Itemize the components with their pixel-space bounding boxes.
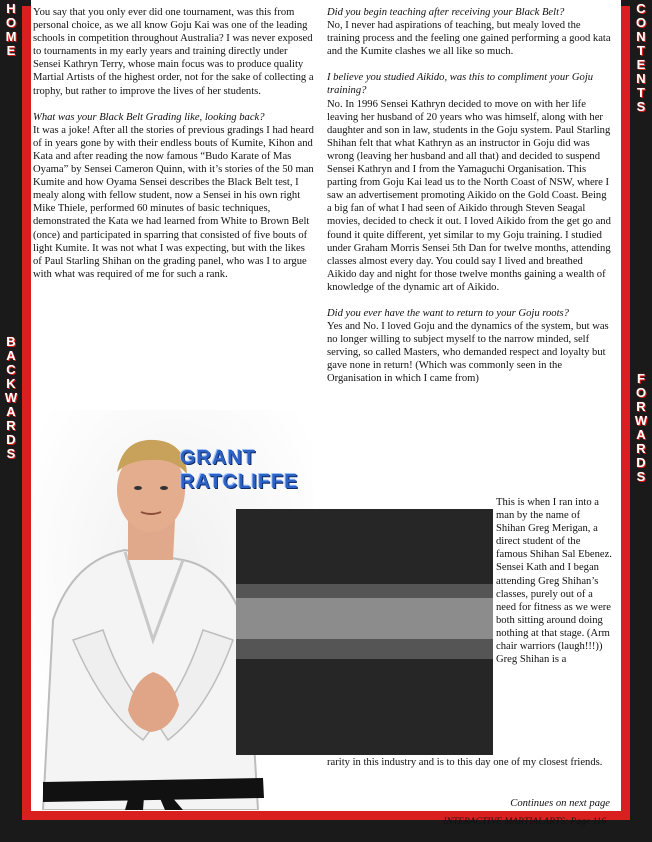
nav-letter: C [636,1,646,16]
nav-letter: R [636,441,646,456]
image-band [236,639,493,659]
nav-letter: S [636,99,646,114]
home-nav-button[interactable] [0,2,22,58]
contents-nav-button[interactable] [630,2,652,114]
nav-letter: O [635,15,647,30]
nav-letter: O [5,15,17,30]
nav-letter: A [636,427,646,442]
wrapped-paragraph: This is when I ran into a man by the name of Shihan Greg Merigan, a direct student of the famous Shihan Sal Ebenez. Sensei Kath and I began attending Greg Shihan’s classes, purely out of a need for fitness as we were both sitting around doing nothing at that stage. (Arm chair warriors (laugh!!!)) Greg Shihan is a [496,497,612,666]
page-footer: INTERACTIVE MARTIALARTS: Page 116 [443,817,606,827]
image-band [236,584,493,598]
image-band [236,598,493,639]
name-last: RATCLIFFE [180,471,299,493]
nav-letter: E [6,43,16,58]
question: What was your Black Belt Grading like, looking back? [33,111,265,123]
nav-letter: T [637,85,645,100]
question: Did you ever have the want to return to your Goju roots? [327,307,569,319]
paragraph: Yes and No. I loved Goju and the dynamics of the system, but was no longer willing to subject myself to the narrow minded, self serving, so called Masters, who demanded respect and loyalty but gave none in return! (Which was commonly seen in the Organisation in which I came from) [327,321,609,385]
backwards-nav-button[interactable] [0,335,22,461]
nav-letter: R [636,399,646,414]
nav-letter: W [634,413,648,428]
nav-letter: M [5,29,17,44]
nav-letter: C [6,362,16,377]
left-red-strip [22,6,31,811]
athlete-name [180,446,299,494]
paragraph: No, I never had aspirations of teaching, but mealy loved the training process and the feeling one gained performing a good kata and the Kumite clashes we all like so much. [327,20,611,58]
continues-note: Continues on next page [510,798,610,809]
nav-letter: D [6,432,16,447]
right-column [327,6,612,399]
nav-letter: O [635,385,647,400]
paragraph-end: rarity in this industry and is to this day one of my closest friends. [327,757,603,768]
question: Did you begin teaching after receiving your Black Belt? [327,7,565,18]
paragraph: It was a joke! After all the stories of previous gradings I had heard of in years gone by with their endless bouts of Kumite, Kihon and Kata and after reading the now famous “Budo Karate of Mas Oyama” by Sensei Cameron Quinn, with it’s stories of the 50 man Kumite and how Oyama Sensei describes the Black Belt test, I mealy along with fellow student, now a Sensei in his own right Mike Thiele, performed 60 minutes of basic techniques, demonstrated the Kata we had learned from White to Brown Belt (once) and participated in sparring that consisted of five bouts of light Kumite. It was not what I was expecting, but with the likes of Paul Starling Shihan on the grading panel, who was I to argue with what was required of me for such a rank. [33,124,314,280]
nav-letter: A [6,404,16,419]
paragraph: You say that you only ever did one tournament, was this from personal choice, as we all know Goju Kai was one of the leading schools in competition throughout Australia? I was never exposed to tournaments in my early years and training directly under Sensei Kathryn Terry, whose main focus was to produce quality Martial Artists of the highest order, not for the sake of collecting a trophy, but rather to improve the lives of her students. [33,7,314,97]
question: I believe you studied Aikido, was this to compliment your Goju training? [327,72,594,97]
nav-letter: R [6,418,16,433]
nav-letter: N [636,71,646,86]
paragraph: No. In 1996 Sensei Kathryn decided to move on with her life leaving her husband of 20 years who was himself, along with her daughter and son in law, students in the Goju system. Paul Starling Shihan felt that what Kathryn as an instructor in Goju did was wrong (leaving her husband and all that) and decided to suspend Sensei Kathryn and I from the Yamaguchi Organisation. This parting from Goju Kai lead us to the North Coast of NSW, where I saw an advertisement promoting Aikido on the Gold Coast. Being a big fan of what I had seen of Aikido through Steven Seagal movies, decided to check it out. I loved Aikido from the get go and found it quite different, yet similar to my Goju training. I studied under Graham Morris Sensei 5th Dan for twelve months, attending classes almost every day. You could say I lived and breathed Aikido day and night for those twelve months gaining a wealth of knowledge of the dynamic art of Aikido. [327,98,611,293]
forwards-nav-button[interactable] [630,372,652,484]
nav-letter: F [637,371,645,386]
nav-letter: D [636,455,646,470]
left-column [33,6,315,294]
nav-letter: W [4,390,18,405]
nav-letter: K [6,376,16,391]
right-red-strip [621,6,630,811]
nav-letter: B [6,334,16,349]
nav-letter: S [6,446,16,461]
nav-letter: N [636,29,646,44]
nav-letter: E [636,57,646,72]
nav-letter: H [6,1,16,16]
nav-letter: T [637,43,645,58]
nav-letter: A [6,348,16,363]
nav-letter: S [636,469,646,484]
name-first: GRANT [180,447,257,469]
